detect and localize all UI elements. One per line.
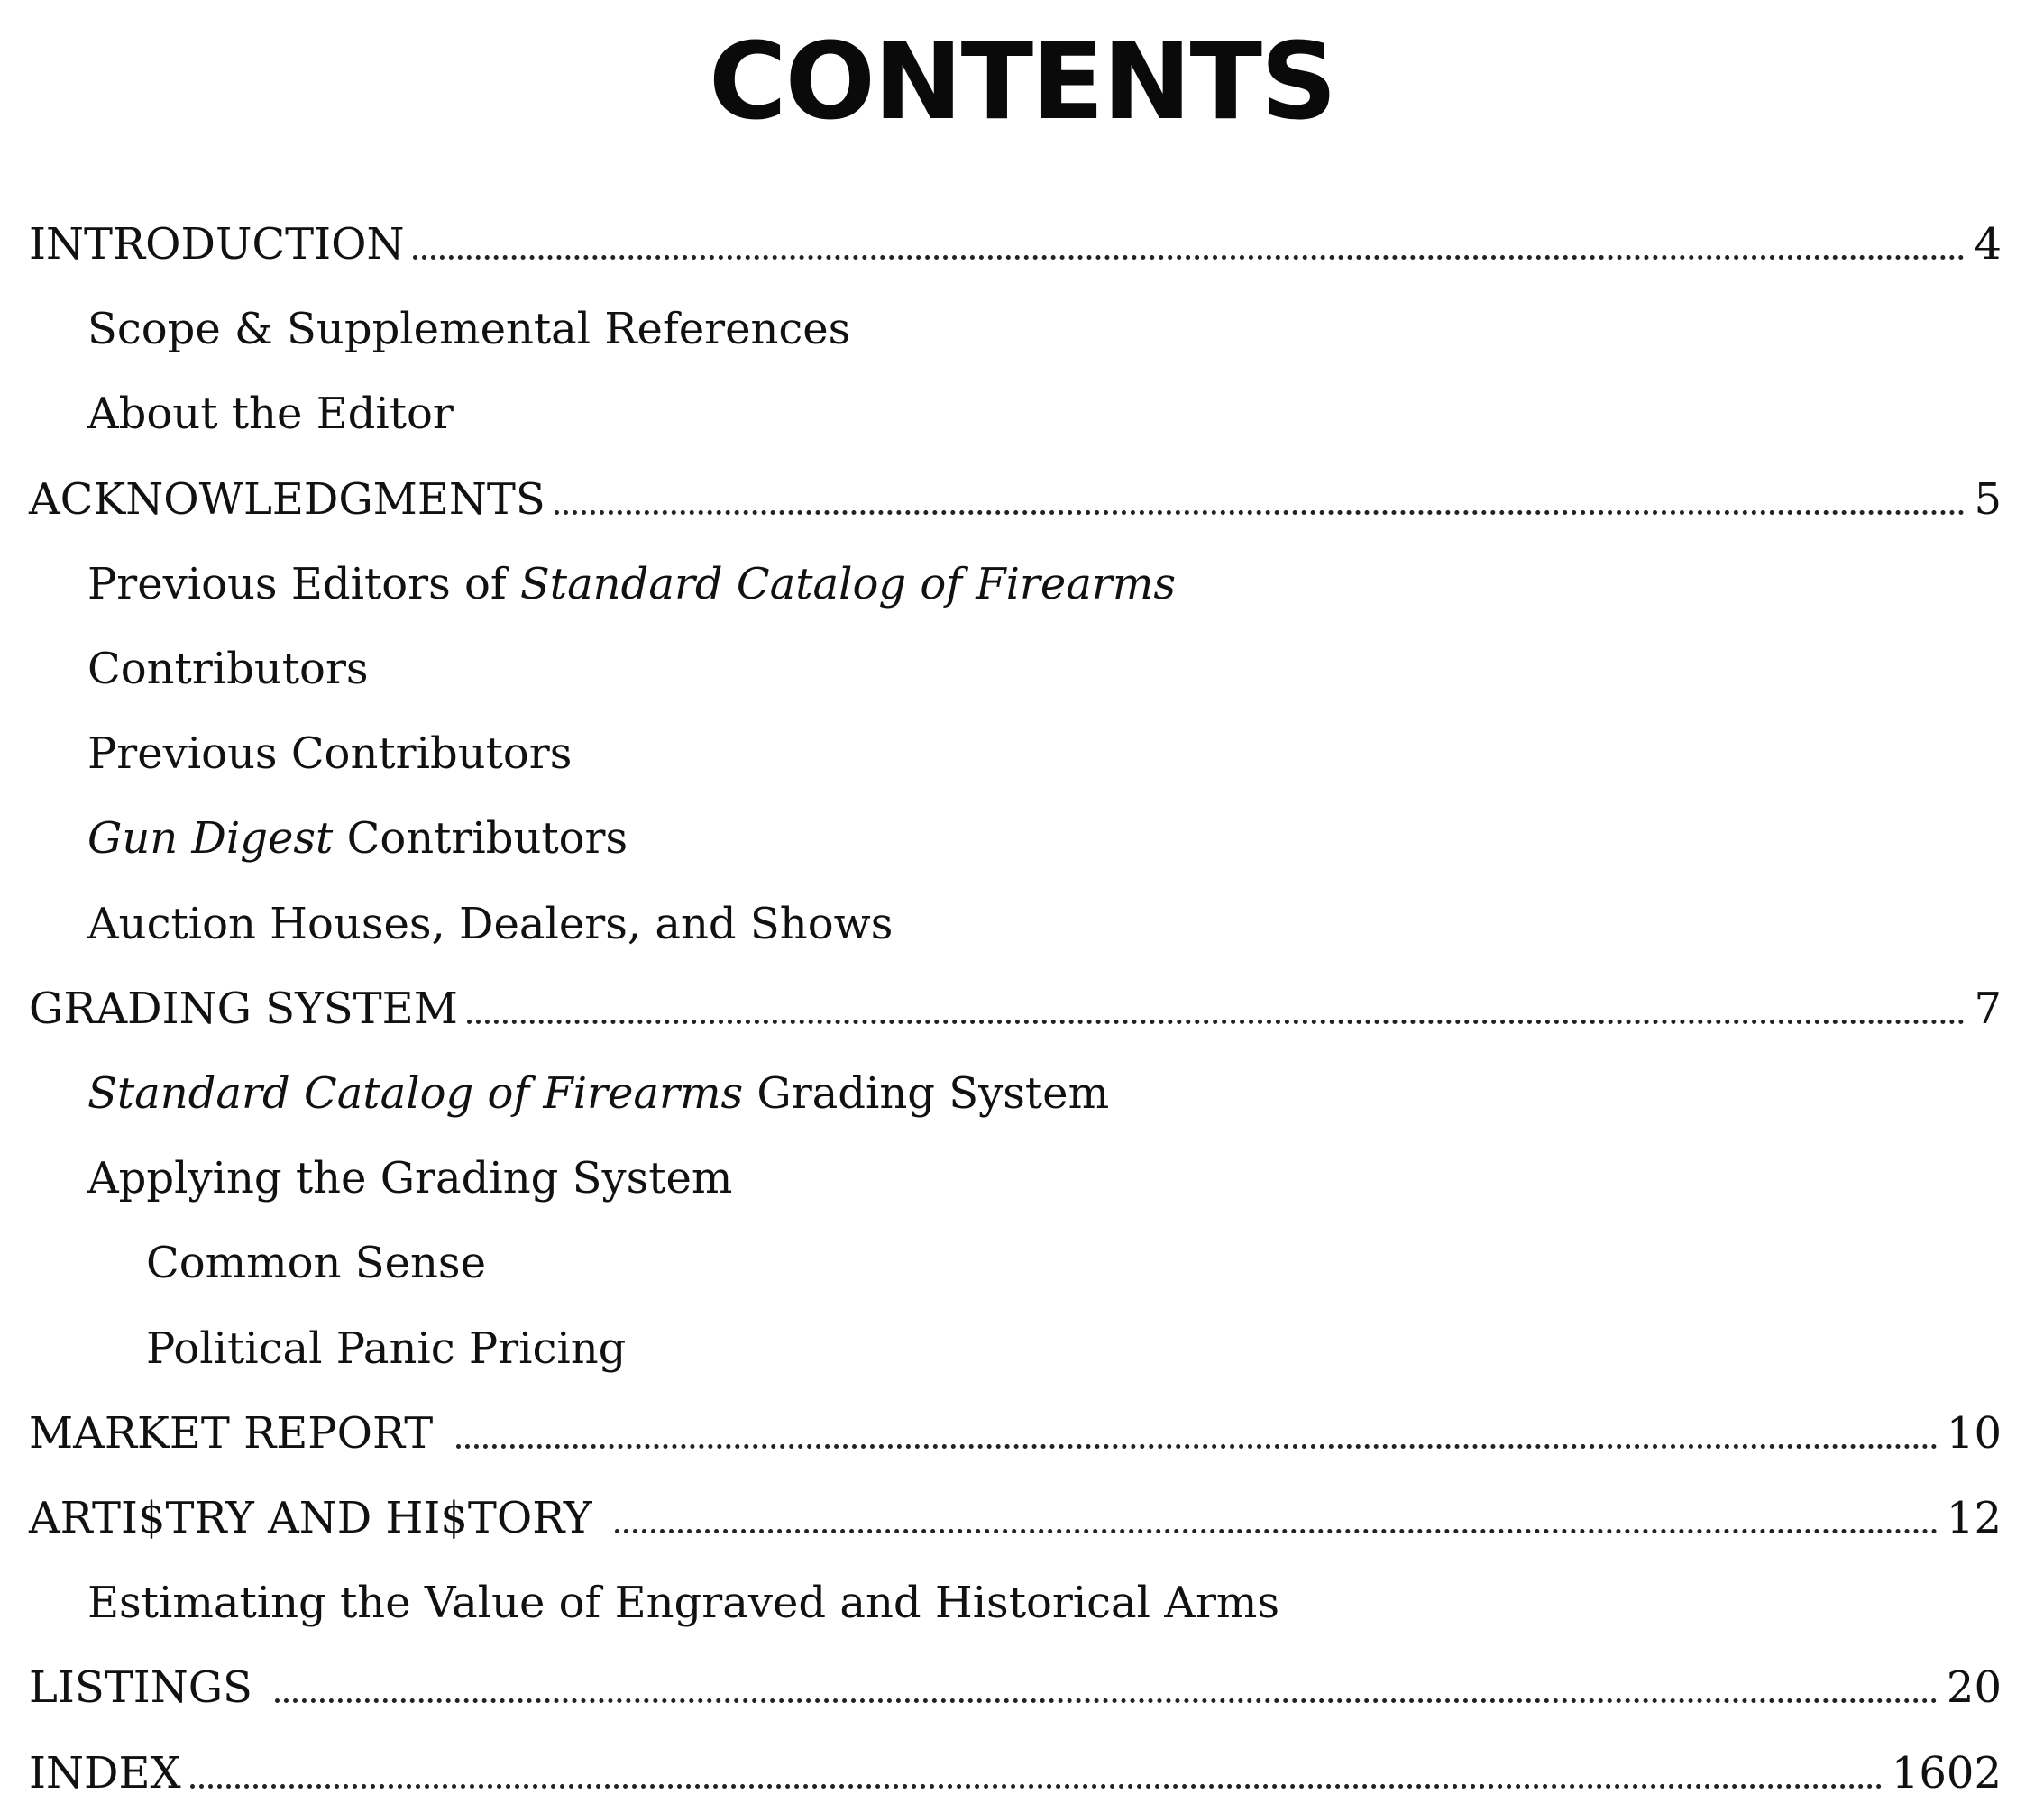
toc-entry-label <box>87 1575 1279 1631</box>
toc-entry-label <box>87 1150 732 1206</box>
toc-subsection-entry <box>29 1568 2002 1631</box>
toc-entry-label <box>29 1405 447 1461</box>
toc-page-number: 1602 <box>1891 1748 2002 1798</box>
dot-leader <box>275 1698 1938 1703</box>
dot-leader <box>413 255 1965 260</box>
toc-entry-label <box>29 1660 266 1716</box>
toc-entry-text: Previous Contributors <box>87 728 573 779</box>
toc-entry-label <box>29 1745 181 1801</box>
toc-entry-label <box>87 556 1176 612</box>
toc-section-entry <box>29 1398 2002 1461</box>
toc-entry-label <box>87 301 850 357</box>
toc-section-entry <box>29 974 2002 1037</box>
toc-entry-text: Scope & Supplemental References <box>87 304 851 354</box>
toc-page-number: 7 <box>1974 984 2002 1034</box>
toc-page-number: 10 <box>1946 1408 2002 1459</box>
toc-subsection-entry <box>29 379 2002 442</box>
toc-subsection-entry <box>29 889 2002 952</box>
toc-entry-text: Common Sense <box>146 1238 486 1288</box>
toc-section-entry <box>29 1738 2002 1801</box>
toc-entry-label <box>87 810 628 866</box>
toc-entry-label <box>146 1321 626 1377</box>
toc-entry-label <box>146 1235 486 1291</box>
dot-leader <box>615 1529 1938 1533</box>
toc-entry-label <box>29 981 458 1037</box>
toc-entry-label <box>29 471 545 527</box>
toc-entry-text: GRADING SYSTEM <box>29 984 458 1034</box>
toc-entry-text: Previous Editors of <box>87 559 520 609</box>
toc-entry-text: Contributors <box>87 644 369 694</box>
toc-subsection-entry <box>29 294 2002 357</box>
toc-subsection-entry <box>29 549 2002 612</box>
toc-page-number: 5 <box>1974 474 2002 525</box>
toc-subsection-entry <box>29 1143 2002 1206</box>
toc-entry-italic-title: Standard Catalog of Firearms <box>519 559 1176 609</box>
toc-section-entry <box>29 209 2002 272</box>
toc-entry-text: ACKNOWLEDGMENTS <box>29 474 545 525</box>
toc-entry-label <box>87 896 893 952</box>
toc-entry-text: INDEX <box>29 1748 181 1798</box>
dot-leader <box>555 510 1966 515</box>
toc-subsection-entry <box>29 1228 2002 1291</box>
toc-page-number: 20 <box>1946 1662 2002 1713</box>
dot-leader <box>456 1444 1938 1449</box>
toc-entry-label <box>87 726 572 782</box>
toc-subsection-entry <box>29 718 2002 782</box>
toc-entry-label <box>87 386 454 442</box>
page-title: CONTENTS <box>709 19 1335 143</box>
toc-entry-label <box>87 641 369 697</box>
toc-entry-text: MARKET REPORT <box>29 1408 447 1459</box>
toc-entry-text: LISTINGS <box>29 1662 267 1713</box>
toc-section-entry <box>29 464 2002 527</box>
toc-subsection-entry <box>29 634 2002 697</box>
toc-page-number: 12 <box>1946 1493 2002 1543</box>
toc-entry-text: Applying the Grading System <box>87 1153 733 1204</box>
toc-subsection-entry <box>29 1313 2002 1377</box>
toc-page-number: 4 <box>1974 219 2002 270</box>
toc-entry-italic-title: Gun Digest <box>87 813 334 864</box>
toc-subsection-entry <box>29 803 2002 866</box>
toc-entry-text: About the Editor <box>87 389 454 439</box>
toc-entry-italic-title: Standard Catalog of Firearms <box>87 1068 744 1119</box>
toc-entry-text: INTRODUCTION <box>29 219 405 270</box>
toc-entry-text: Grading System <box>743 1068 1110 1119</box>
toc-entry-text: Auction Houses, Dealers, and Shows <box>87 899 894 949</box>
dot-leader <box>190 1784 1883 1789</box>
toc-entry-text: Political Panic Pricing <box>146 1323 627 1374</box>
toc-section-entry <box>29 1652 2002 1716</box>
toc-entry-label <box>87 1066 1109 1121</box>
toc-entry-label <box>29 1490 606 1546</box>
toc-entry-text: Estimating the Value of Engraved and Historical Arms <box>87 1578 1280 1628</box>
toc-entry-text: ARTI$TRY AND HI$TORY <box>29 1493 606 1543</box>
dot-leader <box>467 1020 1966 1024</box>
toc-section-entry <box>29 1483 2002 1546</box>
toc-entry-label <box>29 216 404 272</box>
toc-entry-text: Contributors <box>333 813 628 864</box>
toc-subsection-entry <box>29 1058 2002 1121</box>
